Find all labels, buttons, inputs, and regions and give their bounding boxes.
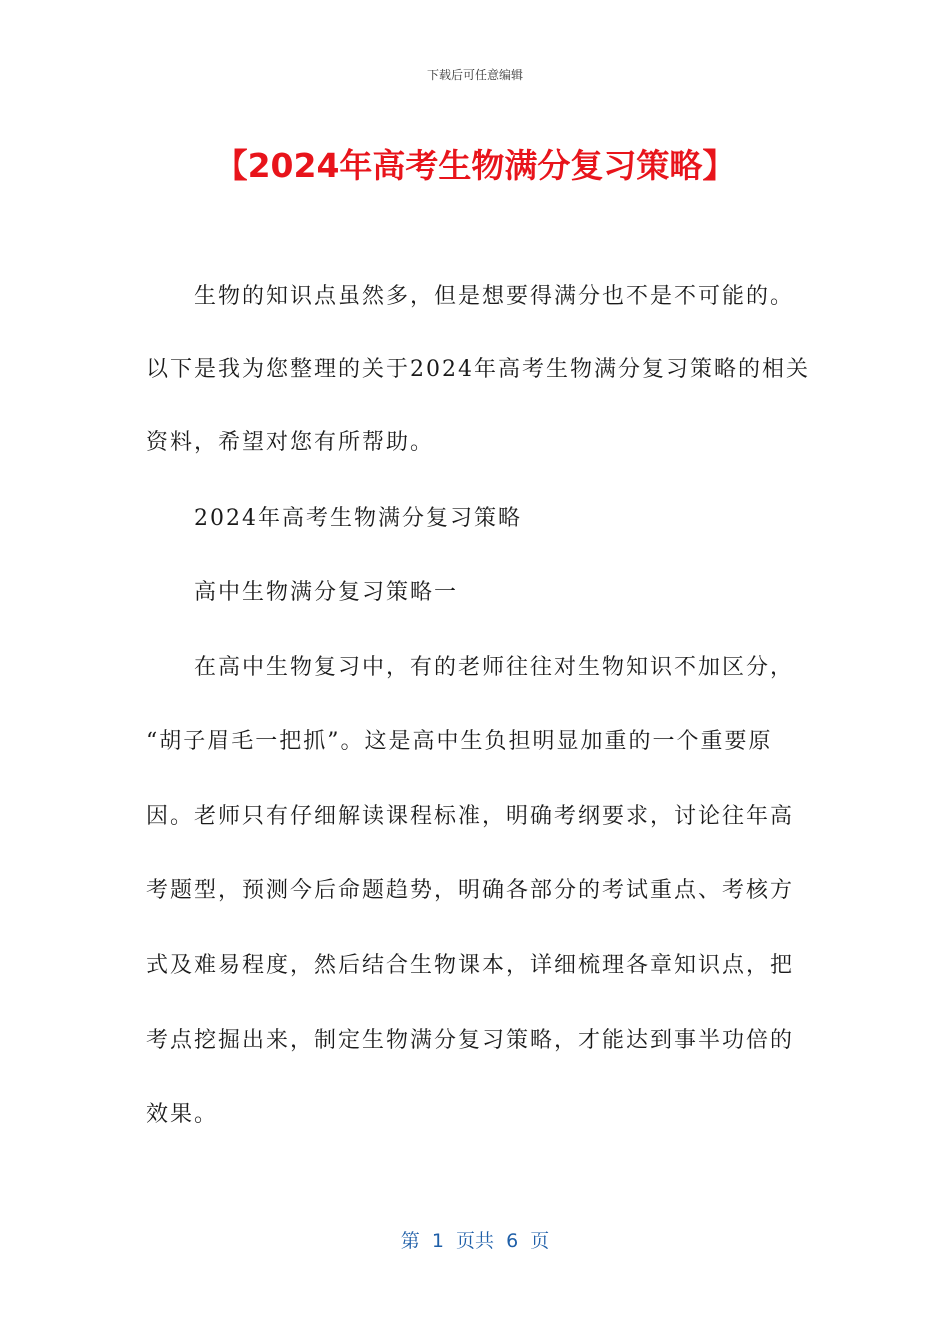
paragraph-line: 资料，希望对您有所帮助。 (146, 430, 435, 455)
header-note: 下载后可任意编辑 (426, 68, 523, 82)
paragraph-line: 式及难易程度，然后结合生物课本，详细梳理各章知识点，把 (146, 953, 795, 978)
paragraph-line: 因。老师只有仔细解读课程标准，明确考纲要求，讨论往年高 (146, 804, 795, 829)
paragraph-line: 以下是我为您整理的关于2024年高考生物满分复习策略的相关 (146, 357, 810, 382)
page-number-footer: 第 1 页共 6 页 (400, 1230, 550, 1252)
paragraph-line: 在高中生物复习中，有的老师往往对生物知识不加区分， (194, 655, 795, 680)
subsection-heading: 高中生物满分复习策略一 (194, 580, 459, 605)
paragraph-line: “胡子眉毛一把抓”。这是高中生负担明显加重的一个重要原 (146, 729, 773, 754)
section-heading: 2024年高考生物满分复习策略 (194, 506, 522, 531)
paragraph-line: 考点挖掘出来，制定生物满分复习策略，才能达到事半功倍的 (146, 1028, 795, 1053)
paragraph-line: 考题型，预测今后命题趋势，明确各部分的考试重点、考核方 (146, 878, 795, 903)
document-title: 【2024年高考生物满分复习策略】 (214, 146, 736, 185)
paragraph-line: 生物的知识点虽然多，但是想要得满分也不是不可能的。 (194, 284, 795, 309)
paragraph-line: 效果。 (146, 1102, 219, 1127)
